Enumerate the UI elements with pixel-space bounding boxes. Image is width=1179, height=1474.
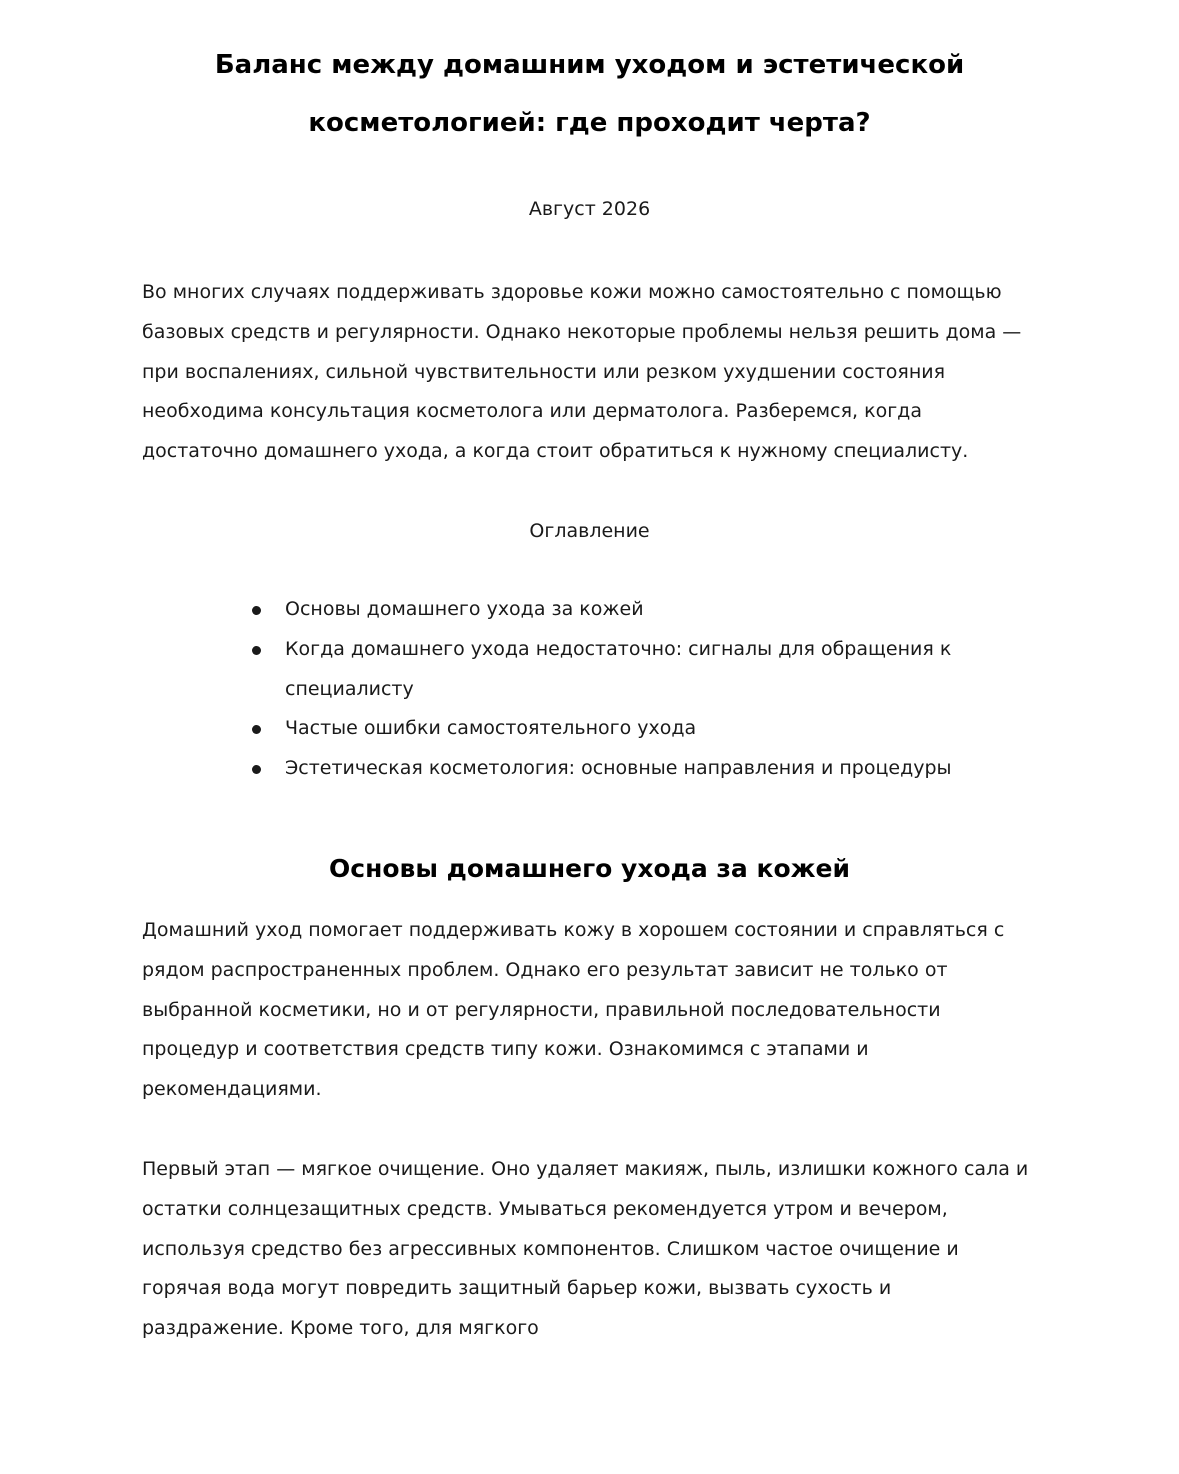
section-paragraph: Первый этап — мягкое очищение. Оно удаляет макияж, пыль, излишки кожного сала и остатки солнцезащитных средств. Умываться рекомендуется утром и вечером, используя средство без агрессивных компонентов. Слишком частое очищение и горячая вода могут повредить защитный барьер кожи, вызвать сухость и раздражение. Кроме того, для мягкого — [142, 1157, 1029, 1340]
toc-item-label: Эстетическая косметология: основные направления и процедуры — [285, 757, 952, 780]
intro-paragraph: Во многих случаях поддерживать здоровье кожи можно самостоятельно с помощью базовых средств и регулярности. Однако некоторые проблемы нельзя решить дома — при воспалениях, сильной чувствительности или резком ухудшении состояния необходима консультация косметолога или дерматолога. Разберемся, когда достаточно домашнего ухода, а когда стоит обратиться к нужному специалисту. — [142, 281, 1022, 463]
toc-title: Оглавление — [529, 519, 650, 542]
toc-item-label: Основы домашнего ухода за кожей — [285, 597, 644, 620]
article-title: Баланс между домашним уходом и эстетической косметологией: где проходит черта? — [214, 50, 965, 138]
toc-item-home-care-basics[interactable] — [252, 590, 1037, 630]
toc-item-aesthetic-cosmetology[interactable] — [252, 749, 1037, 789]
bullet-icon — [252, 606, 261, 615]
article-page — [142, 0, 1037, 1349]
toc-item-specialist-signals[interactable] — [252, 630, 1037, 710]
bullet-icon — [252, 765, 261, 774]
section-paragraph: Домашний уход помогает поддерживать кожу в хорошем состоянии и справляться с рядом распространенных проблем. Однако его результат зависит не только от выбранной косметики, но и от регулярности, правильной последовательности процедур и соответствия средств типу кожи. Ознакомимся с этапами и рекомендациями. — [142, 918, 1005, 1101]
toc-item-label: Когда домашнего ухода недостаточно: сигналы для обращения к специалисту — [285, 637, 952, 700]
section-title-home-care: Основы домашнего ухода за кожей — [329, 853, 850, 883]
table-of-contents — [142, 590, 1037, 789]
toc-item-common-mistakes[interactable] — [252, 709, 1037, 749]
toc-item-label: Частые ошибки самостоятельного ухода — [285, 717, 697, 740]
bullet-icon — [252, 646, 261, 655]
bullet-icon — [252, 725, 261, 734]
article-date: Август 2026 — [528, 198, 651, 220]
